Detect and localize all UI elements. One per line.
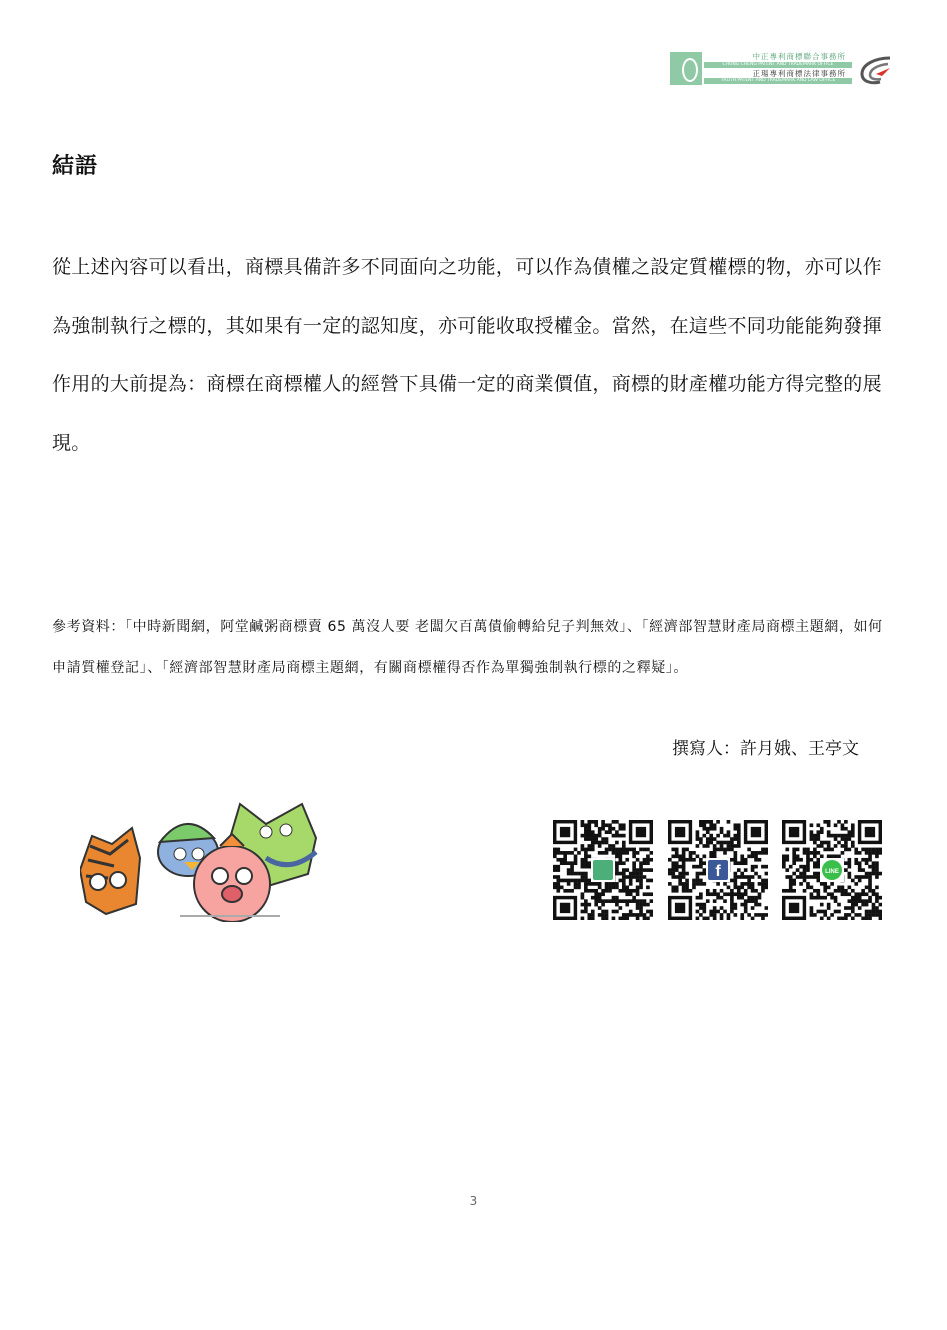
mascot-illustration	[80, 798, 328, 922]
references: 參考資料：「中時新聞網，阿堂鹹粥商標賣 65 萬沒人要 老闆欠百萬債偷轉給兒子判無效」、「經濟部智慧財產局商標主題網，如何申請質權登記」、「經濟部智慧財產局商標主題網，有關商標權得否作為單獨強制執行標的之釋疑」。	[52, 619, 883, 676]
svg-text:LINE: LINE	[825, 869, 839, 875]
firm-logo	[670, 52, 892, 86]
firm-name-2-en: TRUTH PATENT AND TRADEMARK AND LAW OFFICE	[704, 78, 852, 84]
page-number: 3	[469, 1194, 478, 1208]
firm-logo-text	[704, 52, 852, 84]
facebook-qr-code[interactable]	[668, 820, 768, 920]
firm-name-2: 正瑒專利商標法律事務所	[752, 69, 846, 78]
swoosh-logo-icon	[856, 54, 892, 86]
svg-text:f: f	[715, 863, 721, 880]
firm-name-1: 中正專利商標聯合事務所	[752, 52, 846, 61]
conclusion-paragraph: 從上述內容可以看出，商標具備許多不同面向之功能，可以作為債權之設定質權標的物，亦可以作為強制執行之標的，其如果有一定的認知度，亦可能收取授權金。當然，在這些不同功能能夠發揮作用的大前提為：商標在商標權人的經營下具備一定的商業價值，商標的財產權功能方得完整的展現。	[52, 256, 882, 454]
website-badge-icon	[593, 860, 613, 880]
firm-logo-mark-icon	[670, 52, 702, 85]
firm-name-1-en: CHUNG CHENG PATENT AND TRADEMARK OFFICE	[704, 62, 852, 68]
author-line: 撰寫人：許月娥、王亭文	[672, 739, 859, 759]
website-qr-code[interactable]	[553, 820, 653, 920]
line-qr-code[interactable]	[782, 820, 882, 920]
section-heading: 結語	[52, 154, 99, 179]
